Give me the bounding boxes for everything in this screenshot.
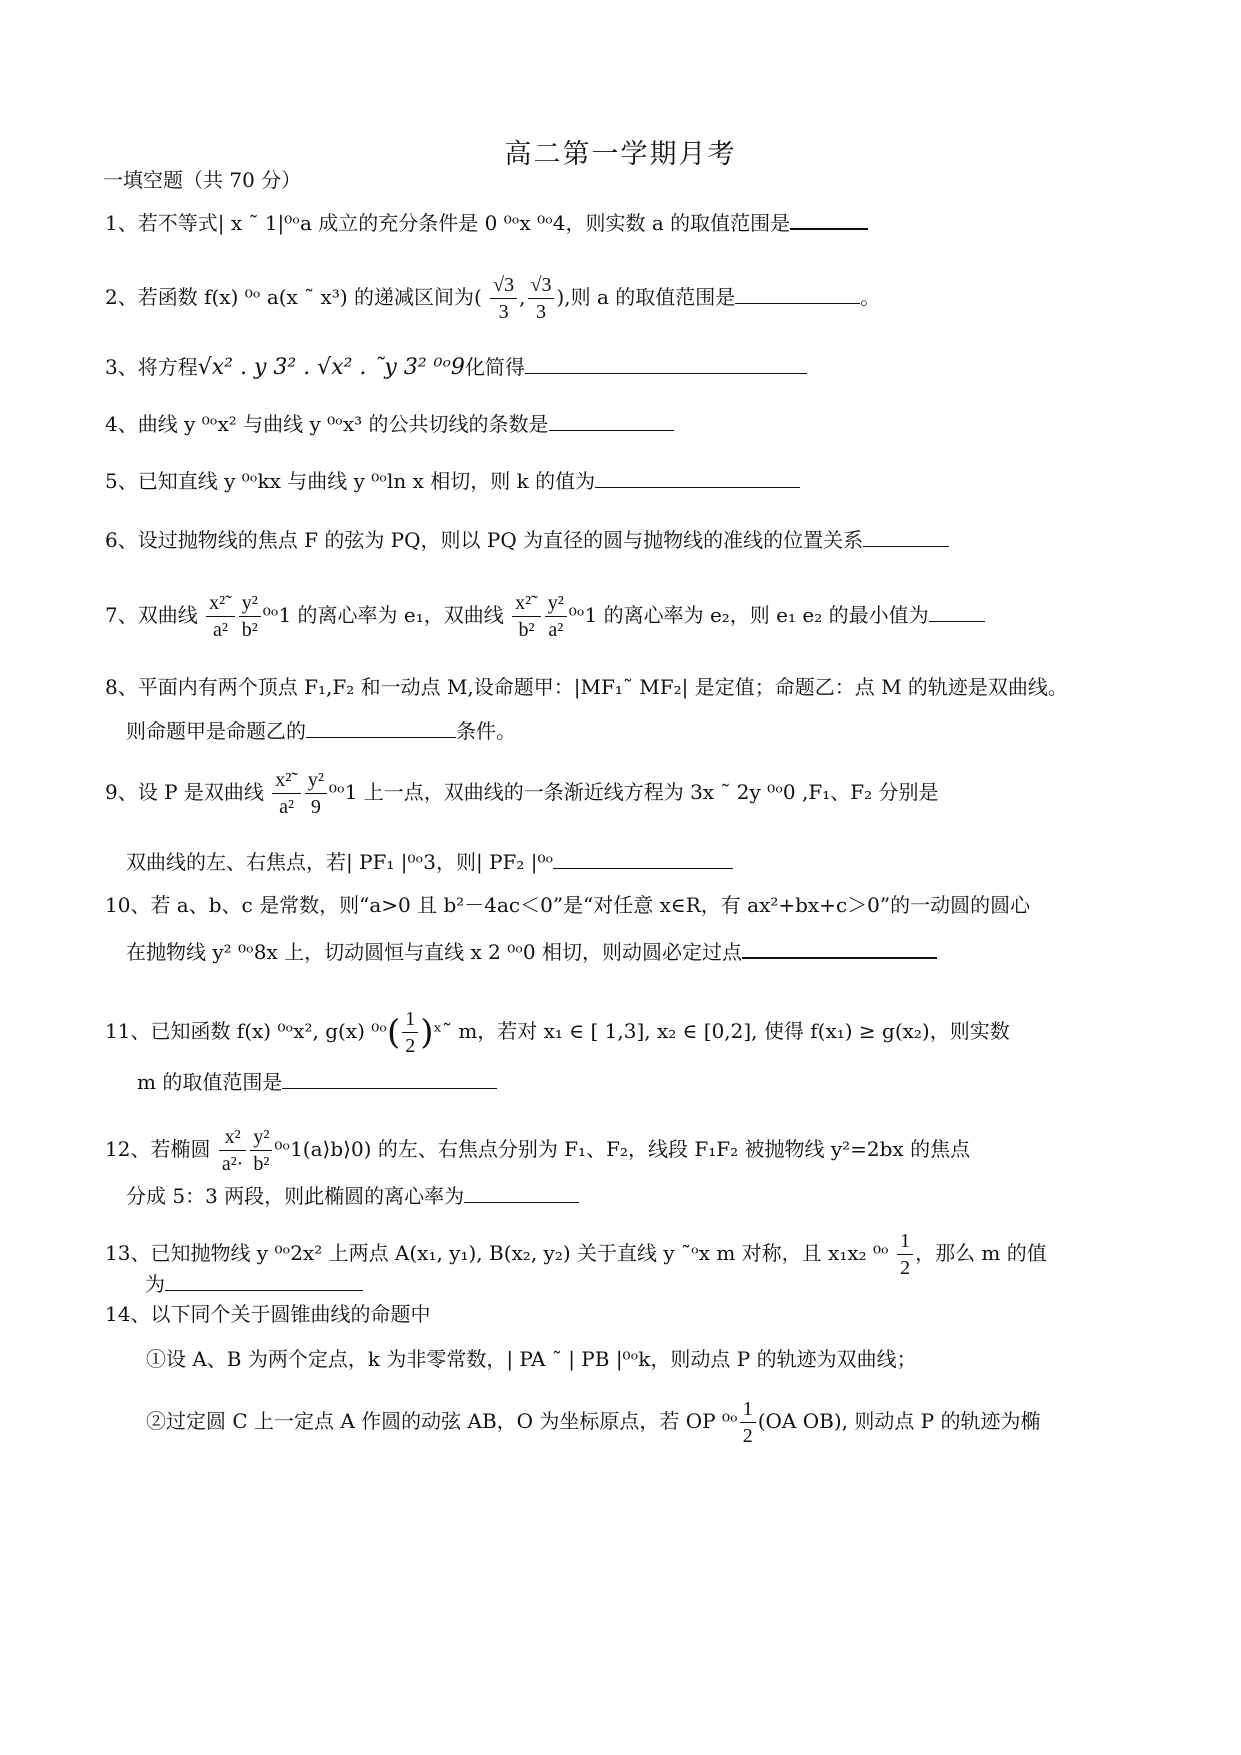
- question-12: 12、若椭圆 $\frac{\text{x²}}{\text{a²·}}$ $\frac{\text{y²}}{\text{b²}}$ ⁰ᵒ1(a⟩b⟩0) 的左、右焦点分别为 F₁、F₂，线段 F₁F₂ 被抛物线 y²=2bx 的焦点: [105, 1126, 971, 1175]
- question-text: 曲线 y ⁰ᵒx² 与曲线 y ⁰ᵒx³ 的公共切线的条数是: [137, 412, 549, 436]
- section-heading: 一填空题（共 70 分）: [103, 168, 302, 192]
- fraction: $\frac{1}{2}$: [897, 1228, 913, 1281]
- fraction: $\frac{\text{y²}}{\text{a²}}$: [545, 590, 567, 643]
- fraction: $\frac{\text{y²}}{\text{b²}}$: [239, 590, 261, 643]
- question-text: 若函数 f(x) ⁰ᵒ a(x ˜ x³) 的递减区间为(: [137, 285, 482, 309]
- answer-blank[interactable]: [929, 601, 985, 622]
- page-title: 高二第一学期月考: [504, 139, 737, 170]
- question-4: [105, 410, 674, 438]
- answer-blank[interactable]: [464, 1182, 579, 1203]
- question-text: 已知直线 y ⁰ᵒkx 与曲线 y ⁰ᵒln x 相切，则 k 的值为: [137, 469, 596, 493]
- equation: √x² . y 3² . √x² . ˜y 3² ⁰ᵒ9: [197, 355, 465, 380]
- answer-blank[interactable]: [742, 937, 937, 959]
- answer-blank[interactable]: [306, 717, 456, 738]
- fraction: $\frac{√3}{3}$: [490, 272, 517, 325]
- question-11: 11、已知函数 f(x) ⁰ᵒx², g(x) ⁰ᵒ( $\frac{1}{2}$ )ˣ˜ m，若对 x₁ ∈ [ 1,3], x₂ ∈ [0,2], 使得 f(x₁) ≥ g(x₂)，则实数: [105, 1008, 1010, 1057]
- question-2: 2、若函数 f(x) ⁰ᵒ a(x ˜ x³) 的递减区间为( $\frac{√3}{3}$ , $\frac{√3}{3}$ ),则 a 的取值范围是 。: [105, 274, 881, 323]
- question-9: 9、设 P 是双曲线 $\frac{\text{x²˜}}{\text{a²}}$ $\frac{\text{y²}}{9}$ ⁰ᵒ1 上一点，双曲线的一条渐近线方程为 3x ˜ 2y ⁰ᵒ0 ,F₁、F₂ 分别是: [105, 769, 939, 818]
- question-13-line-2: 为: [145, 1270, 363, 1298]
- question-number: 6、: [105, 528, 138, 552]
- question-5: [105, 467, 800, 495]
- fraction: $\frac{\text{x²˜}}{\text{a²}}$: [206, 590, 235, 643]
- question-number: 12、: [105, 1137, 151, 1161]
- question-text: 平面内有两个顶点 F₁,F₂ 和一动点 M,设命题甲：|MF₁˜ MF₂| 是定值；命题乙：点 M 的轨迹是双曲线。: [137, 675, 1068, 699]
- question-number: 5、: [105, 469, 138, 493]
- answer-blank[interactable]: [595, 467, 800, 488]
- question-number: 14、: [105, 1302, 151, 1326]
- question-9-line-2: 双曲线的左、右焦点，若| PF₁ |⁰ᵒ3，则| PF₂ |⁰ᵒ: [126, 848, 733, 876]
- question-number: 3、: [105, 355, 138, 379]
- question-7: 7、双曲线 $\frac{\text{x²˜}}{\text{a²}}$ $\frac{\text{y²}}{\text{b²}}$ ⁰ᵒ1 的离心率为 e₁，双曲线 $\frac{\text{x²˜}}{\text{b²}}$ $\frac{\text{y²}}{\text{a²}}$ ⁰ᵒ1 的离心率为 e₂，则 e₁ e₂ 的最小值为: [105, 590, 985, 643]
- fraction: $\frac{\text{x²}}{\text{a²·}}$: [219, 1124, 247, 1177]
- question-text: ),则 a 的取值范围是: [556, 285, 736, 309]
- question-3: [105, 353, 807, 382]
- question-number: 1、: [105, 211, 138, 235]
- question-number: 8、: [105, 675, 138, 699]
- answer-blank[interactable]: [549, 410, 674, 431]
- question-text: 将方程: [137, 355, 198, 379]
- question-number: 11、: [105, 1019, 151, 1043]
- fraction: $\frac{√3}{3}$: [528, 272, 555, 325]
- question-text: 化简得: [464, 355, 525, 379]
- question-11-line-2: m 的取值范围是: [137, 1068, 497, 1096]
- fraction: $\frac{\text{x²˜}}{\text{a²}}$: [272, 767, 301, 820]
- question-1: [105, 208, 868, 237]
- fraction: $\frac{\text{x²˜}}{\text{b²}}$: [512, 590, 541, 643]
- fraction: $\frac{1}{2}$: [740, 1396, 756, 1449]
- question-number: 7、: [105, 603, 138, 627]
- question-text: 设过抛物线的焦点 F 的弦为 PQ，则以 PQ 为直径的圆与抛物线的准线的位置关系: [137, 528, 864, 552]
- proposition-2: ②过定圆 C 上一定点 A 作圆的动弦 AB，O 为坐标原点，若 OP ⁰ᵒ $\frac{1}{2}$ (OA OB), 则动点 P 的轨迹为椭: [146, 1398, 1041, 1447]
- question-6: [105, 526, 949, 554]
- question-12-line-2: 分成 5：3 两段，则此椭圆的离心率为: [126, 1182, 579, 1210]
- answer-blank[interactable]: [165, 1270, 363, 1291]
- fraction: $\frac{1}{2}$: [402, 1006, 418, 1059]
- answer-blank[interactable]: [282, 1068, 497, 1089]
- question-10-line-2: 在抛物线 y² ⁰ᵒ8x 上，切动圆恒与直线 x 2 ⁰ᵒ0 相切，则动圆必定过点: [126, 937, 937, 966]
- question-number: 10、: [105, 893, 151, 917]
- fraction: $\frac{\text{y²}}{9}$: [305, 767, 327, 820]
- answer-blank[interactable]: [525, 353, 807, 374]
- question-14: [105, 1300, 430, 1328]
- question-13: 13、已知抛物线 y ⁰ᵒ2x² 上两点 A(x₁, y₁), B(x₂, y₂) 关于直线 y ˜ᵒx m 对称，且 x₁x₂ ⁰ᵒ $\frac{1}{2}$ ，那么 m 的值: [105, 1230, 1047, 1279]
- question-text: 若 a、b、c 是常数，则“a>0 且 b²－4ac＜0”是“对任意 x∈R，有 ax²+bx+c＞0”的一动圆的圆心: [150, 893, 1031, 917]
- question-8-line-2: 则命题甲是命题乙的 条件。: [126, 719, 516, 743]
- question-number: 13、: [105, 1241, 151, 1265]
- question-number: 2、: [105, 285, 138, 309]
- question-10: [105, 891, 1030, 919]
- answer-blank[interactable]: [735, 283, 860, 304]
- fraction: $\frac{\text{y²}}{\text{b²}}$: [250, 1124, 272, 1177]
- answer-blank[interactable]: [790, 208, 868, 230]
- proposition-1: ①设 A、B 为两个定点，k 为非零常数，| PA ˜ | PB |⁰ᵒk，则动点 P 的轨迹为双曲线；: [146, 1347, 917, 1371]
- answer-blank[interactable]: [863, 526, 949, 547]
- answer-blank[interactable]: [553, 848, 733, 869]
- question-8: [105, 673, 1068, 701]
- question-number: 9、: [105, 780, 138, 804]
- question-number: 4、: [105, 412, 138, 436]
- question-text: 若不等式| x ˜ 1|⁰ᵒa 成立的充分条件是 0 ⁰ᵒx ⁰ᵒ4，则实数 a 的取值范围是: [137, 211, 791, 235]
- question-text: 以下同个关于圆锥曲线的命题中: [150, 1302, 431, 1326]
